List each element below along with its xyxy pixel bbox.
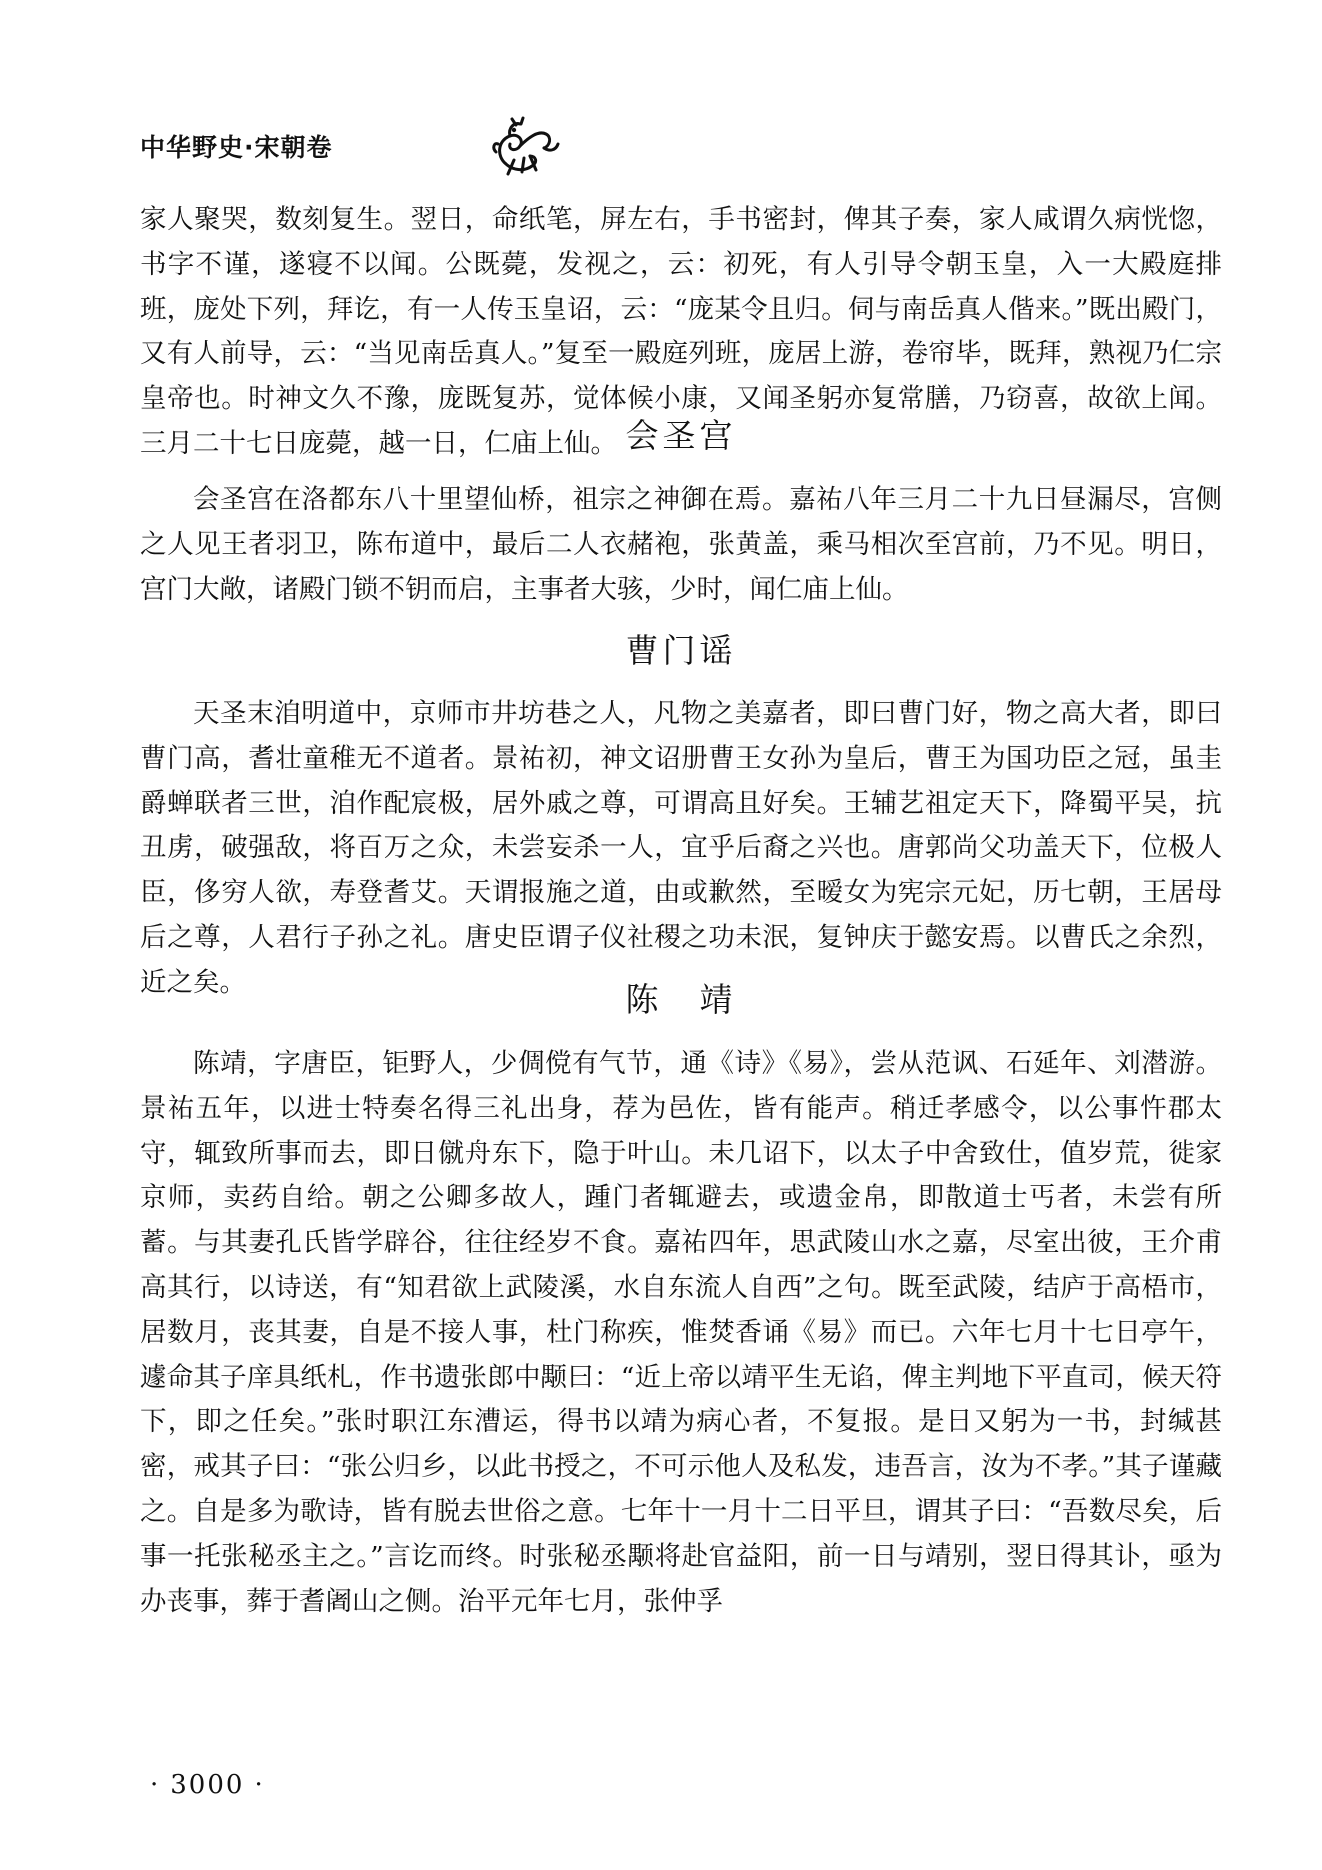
dragon-emblem-icon (488, 116, 564, 178)
book-title: 中华野史·宋朝卷 (140, 133, 333, 162)
section-body (140, 1042, 1222, 1624)
paragraph-text: 陈靖，字唐臣，钜野人，少倜傥有气节，通《诗》《易》，尝从范讽、石延年、刘潜游。景祐五年，以进士特奏名得三礼出身，荐为邑佐，皆有能声。稍迁孝感令，以公事忤郡太守，辄致所事而去，即日僦舟东下，隐于叶山。未几诏下，以太子中舍致仕，值岁荒，徙家京师，卖药自给。朝之公卿多故人，踵门者辄避去，或遗金帛，即散道士丐者，未尝有所蓄。与其妻孔氏皆学辟谷，往往经岁不食。嘉祐四年，思武陵山水之嘉，尽室出彼，王介甫高其行，以诗送，有“知君欲上武陵溪，水自东流人自西”之句。既至武陵，结庐于高梧市，居数月，丧其妻，自是不接人事，杜门称疾，惟焚香诵《易》而已。六年七月十七日亭午，遽命其子庠具纸札，作书遗张郎中颙曰：“近上帝以靖平生无谄，俾主判地下平直司，候天符下，即之任矣。”张时职江东漕运，得书以靖为病心者，不复报。是日又躬为一书，封缄甚密，戒其子曰：“张公归乡，以此书授之，不可示他人及私发，违吾言，汝为不孝。”其子谨藏之。自是多为歌诗，皆有脱去世俗之意。七年十一月十二日平旦，谓其子曰：“吾数尽矣，后事一托张秘丞主之。”言讫而终。时张秘丞颙将赴官益阳，前一日与靖别，翌日得其讣，亟为办丧事，葬于耆阇山之侧。治平元年七月，张仲孚 (140, 1048, 1222, 1617)
running-header (140, 122, 1220, 182)
page-number-dot: · (150, 1770, 161, 1800)
paragraph-text: 家人聚哭，数刻复生。翌日，命纸笔，屏左右，手书密封，俾其子奏，家人咸谓久病恍惚，书字不谨，遂寝不以闻。公既薨，发视之，云：初死，有人引导令朝玉皇，入一大殿庭排班，庞处下列，拜讫，有一人传玉皇诏，云：“庞某令且归。伺与南岳真人偕来。”既出殿门，又有人前导，云：“当见南岳真人。”复至一殿庭列班，庞居上游，卷帘毕，既拜，熟视乃仁宗皇帝也。时神文久不豫，庞既复苏，觉体候小康，又闻圣躬亦复常膳，乃窃喜，故欲上闻。三月二十七日庞薨，越一日，仁庙上仙。 (140, 204, 1222, 459)
section-title: 曹门谣 (625, 631, 737, 670)
section-body (140, 478, 1222, 612)
section-body (140, 692, 1222, 1006)
paragraph-text: 会圣宫在洛都东八十里望仙桥，祖宗之神御在焉。嘉祐八年三月二十九日昼漏尽，宫侧之人见王者羽卫，陈布道中，最后二人衣赭袍，张黄盖，乘马相次至宫前，乃不见。明日，宫门大敞，诸殿门锁不钥而启，主事者大骇，少时，闻仁庙上仙。 (140, 484, 1222, 605)
paragraph-text: 天圣末洎明道中，京师市井坊巷之人，凡物之美嘉者，即曰曹门好，物之高大者，即曰曹门高，耆壮童稚无不道者。景祐初，神文诏册曹王女孙为皇后，曹王为国功臣之冠，虽圭爵蝉联者三世，洎作配宸极，居外戚之尊，可谓高且好矣。王辅艺祖定天下，降蜀平吴，抗丑虏，破强敌，将百万之众，未尝妄杀一人，宜乎后裔之兴也。唐郭尚父功盖天下，位极人臣，侈穷人欲，寿登耆艾。天谓报施之道，由或歉然，至暧女为宪宗元妃，历七朝，王居母后之尊，人君行子孙之礼。唐史臣谓子仪社稷之功未泯，复钟庆于懿安焉。以曹氏之余烈，近之矣。 (140, 698, 1222, 998)
section-title: 陈 靖 (625, 980, 737, 1019)
section-title: 会圣宫 (625, 416, 737, 455)
page-number-dot: · (254, 1770, 265, 1800)
page-number (140, 1770, 275, 1800)
page-number-value: 3000 (170, 1770, 245, 1800)
